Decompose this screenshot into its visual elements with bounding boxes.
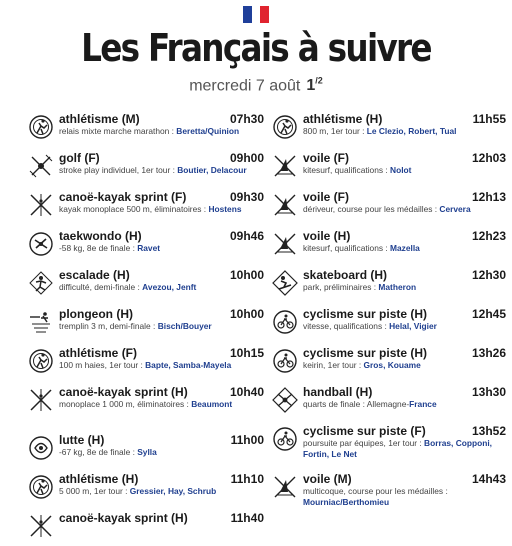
event-sport: golf (F) — [59, 151, 100, 165]
event-description: tremplin 3 m, demi-finale : — [59, 321, 158, 331]
event-sport: canoë-kayak sprint (H) — [59, 511, 188, 525]
event-detail — [59, 165, 270, 176]
events-column-right — [272, 108, 512, 516]
event-detail — [59, 321, 270, 332]
event-athletes: Matheron — [378, 282, 417, 292]
page-title: Les Français à suivre — [81, 26, 431, 70]
event-athletes: France — [409, 399, 437, 409]
event-sport: voile (H) — [303, 229, 351, 243]
event-description: monoplace 1 000 m, éliminatoires : — [59, 399, 192, 409]
athletics-icon — [28, 348, 54, 374]
event-time: 13h30 — [471, 385, 506, 399]
event-row — [272, 186, 512, 225]
event-time: 14h43 — [471, 472, 506, 486]
event-time: 09h00 — [229, 151, 264, 165]
event-sport: escalade (H) — [59, 268, 130, 282]
event-athletes: Mazella — [390, 243, 420, 253]
event-athletes: Gressier, Hay, Schrub — [129, 486, 217, 496]
event-detail — [303, 438, 512, 460]
event-athletes: Nolot — [390, 165, 412, 175]
event-sport: athlétisme (F) — [59, 346, 138, 360]
event-row — [28, 429, 270, 468]
event-athletes: Cervera — [439, 204, 471, 214]
event-row — [28, 303, 270, 342]
event-sport: lutte (H) — [59, 433, 105, 447]
event-sport: plongeon (H) — [59, 307, 133, 321]
wrestling-icon — [28, 435, 54, 461]
event-detail — [303, 243, 512, 254]
event-detail — [59, 126, 270, 137]
event-sport: athlétisme (H) — [303, 112, 383, 126]
event-row — [272, 264, 512, 303]
event-row — [272, 468, 512, 516]
event-detail — [59, 486, 270, 497]
event-description: 800 m, 1er tour : — [303, 126, 367, 136]
canoe-icon — [28, 513, 54, 539]
cycling-track-icon — [272, 309, 298, 335]
event-detail — [303, 165, 512, 176]
event-time: 12h30 — [471, 268, 506, 282]
event-row — [272, 303, 512, 342]
event-row — [28, 468, 270, 507]
event-description: poursuite par équipes, 1er tour : — [303, 438, 425, 448]
event-athletes: Beaumont — [191, 399, 233, 409]
page-indicator: $1^{/2}$ — [306, 76, 323, 95]
event-sport: cyclisme sur piste (H) — [303, 307, 428, 321]
event-detail — [303, 360, 512, 371]
event-athletes: Le Clezio, Robert, Tual — [366, 126, 457, 136]
date: mercredi 7 août — [189, 77, 301, 95]
event-athletes: Mourniac/Berthomieu — [303, 497, 390, 507]
date-line — [0, 76, 512, 95]
event-time: 09h46 — [229, 229, 264, 243]
event-athletes: Borras, Copponi, Fortin, Le Net — [303, 438, 492, 459]
athletics-icon — [28, 474, 54, 500]
event-time: 11h10 — [230, 472, 264, 486]
taekwondo-icon — [28, 231, 54, 257]
event-detail — [59, 243, 270, 254]
event-row — [272, 225, 512, 264]
event-detail — [303, 282, 512, 293]
events-column-left — [28, 108, 270, 546]
event-athletes: Gros, Kouame — [363, 360, 421, 370]
athletics-icon — [272, 114, 298, 140]
event-detail — [59, 447, 270, 458]
sailing-icon — [272, 231, 298, 257]
event-description: -67 kg, 8e de finale : — [59, 447, 138, 457]
event-athletes: Boutier, Delacour — [177, 165, 247, 175]
french-flag-icon — [243, 6, 269, 23]
diving-icon — [28, 309, 54, 335]
event-row — [28, 264, 270, 303]
event-description: 100 m haies, 1er tour : — [59, 360, 146, 370]
event-time: 12h13 — [471, 190, 506, 204]
event-row — [28, 108, 270, 147]
event-row — [272, 108, 512, 147]
event-row — [28, 381, 270, 429]
event-time: 10h00 — [229, 307, 264, 321]
event-time: 11h00 — [230, 433, 264, 447]
event-sport: canoë-kayak sprint (H) — [59, 385, 188, 399]
event-time: 13h26 — [471, 346, 506, 360]
event-sport: voile (F) — [303, 151, 350, 165]
event-row — [28, 225, 270, 264]
event-row — [28, 186, 270, 225]
event-time: 10h15 — [229, 346, 264, 360]
event-sport: canoë-kayak sprint (F) — [59, 190, 187, 204]
event-time: 11h40 — [230, 511, 264, 525]
event-sport: cyclisme sur piste (H) — [303, 346, 428, 360]
event-sport: voile (F) — [303, 190, 350, 204]
event-description: 5 000 m, 1er tour : — [59, 486, 130, 496]
event-time: 12h23 — [471, 229, 506, 243]
event-description: dériveur, course pour les médailles : — [303, 204, 440, 214]
event-detail — [59, 204, 270, 215]
event-row — [272, 381, 512, 420]
event-description: keirin, 1er tour : — [303, 360, 364, 370]
event-description: vitesse, qualifications : — [303, 321, 390, 331]
event-sport: cyclisme sur piste (F) — [303, 424, 426, 438]
event-athletes: Beretta/Quinion — [176, 126, 240, 136]
skateboard-icon — [272, 270, 298, 296]
event-time: 12h45 — [471, 307, 506, 321]
event-time: 13h52 — [471, 424, 506, 438]
climbing-icon — [28, 270, 54, 296]
event-description: difficulté, demi-finale : — [59, 282, 143, 292]
event-sport: voile (M) — [303, 472, 352, 486]
event-athletes: Bapte, Samba-Mayela — [145, 360, 232, 370]
event-athletes: Avezou, Jenft — [142, 282, 197, 292]
sailing-icon — [272, 474, 298, 500]
event-sport: athlétisme (H) — [59, 472, 139, 486]
event-sport: handball (H) — [303, 385, 373, 399]
event-time: 10h40 — [229, 385, 264, 399]
event-detail — [59, 399, 270, 410]
cycling-track-icon — [272, 426, 298, 452]
event-sport: athlétisme (M) — [59, 112, 140, 126]
event-detail — [303, 126, 512, 137]
handball-icon — [272, 387, 298, 413]
event-time: 07h30 — [229, 112, 264, 126]
sailing-icon — [272, 192, 298, 218]
event-description: multicoque, course pour les médailles : — [303, 486, 448, 496]
event-description: -58 kg, 8e de finale : — [59, 243, 138, 253]
event-row — [28, 147, 270, 186]
event-time: 09h30 — [229, 190, 264, 204]
event-detail — [303, 486, 512, 508]
event-row — [272, 420, 512, 468]
golf-icon — [28, 153, 54, 179]
event-time: 10h00 — [229, 268, 264, 282]
event-description: kayak monoplace 500 m, éliminatoires : — [59, 204, 209, 214]
event-detail — [303, 321, 512, 332]
event-row — [28, 507, 270, 546]
event-description: park, préliminaires : — [303, 282, 379, 292]
event-detail — [303, 204, 512, 215]
event-time: 12h03 — [471, 151, 506, 165]
event-athletes: Ravet — [137, 243, 161, 253]
event-athletes: Hostens — [208, 204, 242, 214]
event-description: quarts de finale : Allemagne- — [303, 399, 410, 409]
event-detail — [59, 360, 270, 371]
event-row — [272, 342, 512, 381]
event-description: kitesurf, qualifications : — [303, 165, 391, 175]
event-athletes: Sylla — [137, 447, 157, 457]
event-athletes: Helal, Vigier — [389, 321, 437, 331]
event-time: 11h55 — [472, 112, 506, 126]
event-row — [272, 147, 512, 186]
event-description: kitesurf, qualifications : — [303, 243, 391, 253]
event-description: relais mixte marche marathon : — [59, 126, 177, 136]
cycling-track-icon — [272, 348, 298, 374]
sailing-icon — [272, 153, 298, 179]
event-sport: taekwondo (H) — [59, 229, 142, 243]
event-detail — [303, 399, 512, 410]
event-description: stroke play individuel, 1er tour : — [59, 165, 178, 175]
canoe-icon — [28, 387, 54, 413]
canoe-icon — [28, 192, 54, 218]
event-sport: skateboard (H) — [303, 268, 388, 282]
event-athletes: Bisch/Bouyer — [157, 321, 212, 331]
athletics-icon — [28, 114, 54, 140]
event-detail — [59, 282, 270, 293]
event-row — [28, 342, 270, 381]
